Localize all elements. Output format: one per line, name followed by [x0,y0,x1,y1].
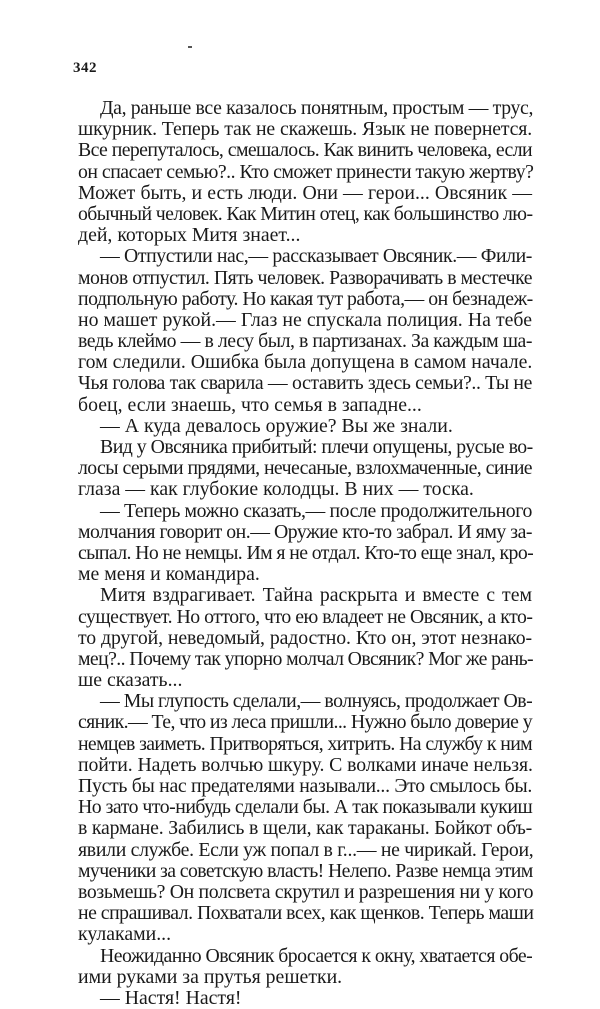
paragraph [78,246,532,416]
text-line: но машет рукой.— Глаз не спускала полиция. На тебе [78,308,532,331]
text-line: гом следили. Ошибка была допущена в самом начале. [78,351,533,374]
paragraph [78,585,532,691]
paragraph [78,691,532,945]
text-line: дей, которых Митя знает... [78,224,301,247]
text-line: Да, раньше все казалось понятным, простым — трус, [100,97,534,119]
text-line: мученики за советскую власть! Нелепо. Разве немца этим [78,859,533,882]
text-line: сыпал. Но не немцы. Им я не отдал. Кто-то еще знал, кро- [78,541,534,564]
text-line: Вид у Овсяника прибитый: плечи опущены, русые во- [100,436,533,458]
text-line: явили службе. Если уж попал в г...— не чирикай. Герои, [78,838,534,861]
text-line: немцев заиметь. Притворяться, хитрить. На службу к ним [78,732,532,755]
text-line: он спасает семью?.. Кто сможет принести такую жертву? [78,160,534,183]
text-line: не спрашивал. Похватали всех, как щенков. Теперь маши [78,902,534,925]
text-line: существует. Но оттого, что ею владеет не Овсяник, а кто- [78,605,533,628]
text-line: Пусть бы нас предателями называли... Это смылось бы. [78,775,533,797]
paragraph [78,946,532,988]
text-line: ме меня и командира. [78,563,260,586]
page-number: 342 [73,60,97,76]
text-line: — А куда девалось оружие? Вы же знали. [100,414,453,437]
text-line: Все перепуталось, смешалось. Как винить человека, если [78,139,532,162]
text-line: то другой, неведомый, радостно. Кто он, этот незнако- [78,626,532,649]
text-line: — Теперь можно сказать,— после продолжительного [100,499,532,522]
text-line: возьмешь? Он полсвета скрутил и разрешения ни у кого [78,880,534,903]
text-line: — Отпустили нас,— рассказывает Овсяник.— Фили- [100,245,532,268]
text-line: — Мы глупость сделали,— волнуясь, продолжает Ов- [100,690,533,713]
text-line: — Настя! Настя! [100,986,242,1009]
text-line: Чья голова так сварила — оставить здесь семьи?.. Ты не [78,372,532,395]
text-line: Митя вздрагивает. Тайна раскрыта и вместе с тем [100,584,532,607]
text-line: глаза — как глубокие колодцы. В них — тоска. [78,478,474,501]
text-line: лосы серыми прядями, нечесаные, взлохмаченные, синие [78,457,532,480]
text-line: молчания говорит он.— Оружие кто-то забрал. И яму за- [78,520,532,543]
paragraph [78,988,532,1009]
paragraph [78,98,532,246]
text-line: монов отпустил. Пять человек. Разворачивать в местечке [78,266,532,289]
text-line: боец, если знаешь, что семья в западне... [78,393,422,416]
text-line: ведь клеймо — в лесу был, в партизанах. За каждым ша- [78,330,532,353]
text-line: ими руками за прутья решетки. [78,965,343,988]
text-line: шкурник. Теперь так не скажешь. Язык не повернется. [78,118,532,141]
paragraph [78,416,532,437]
text-line: Может быть, и есть люди. Они — герои... Овсяник — [78,181,532,204]
body-text [78,98,532,1009]
print-speck [188,46,192,48]
text-line: ше сказать... [78,669,183,692]
text-line: обычный человек. Как Митин отец, как большинство лю- [78,202,533,225]
text-line: подпольную работу. Но какая тут работа,— он безнадеж- [78,287,533,310]
text-line: сяник.— Те, что из леса пришли... Нужно было доверие у [78,711,532,734]
paragraph [78,501,532,586]
text-line: пойти. Надеть волчью шкуру. С волками иначе нельзя. [78,753,533,776]
text-line: в кармане. Забились в щели, как тараканы. Бойкот объ- [78,817,532,840]
paragraph [78,437,532,501]
text-line: кулаками... [78,923,172,946]
text-line: Неожиданно Овсяник бросается к окну, хватается обе- [100,944,533,967]
text-line: мец?.. Почему так упорно молчал Овсяник? Мог же рань- [78,647,534,670]
text-line: Но зато что-нибудь сделали бы. А так показывали кукиш [78,796,533,819]
